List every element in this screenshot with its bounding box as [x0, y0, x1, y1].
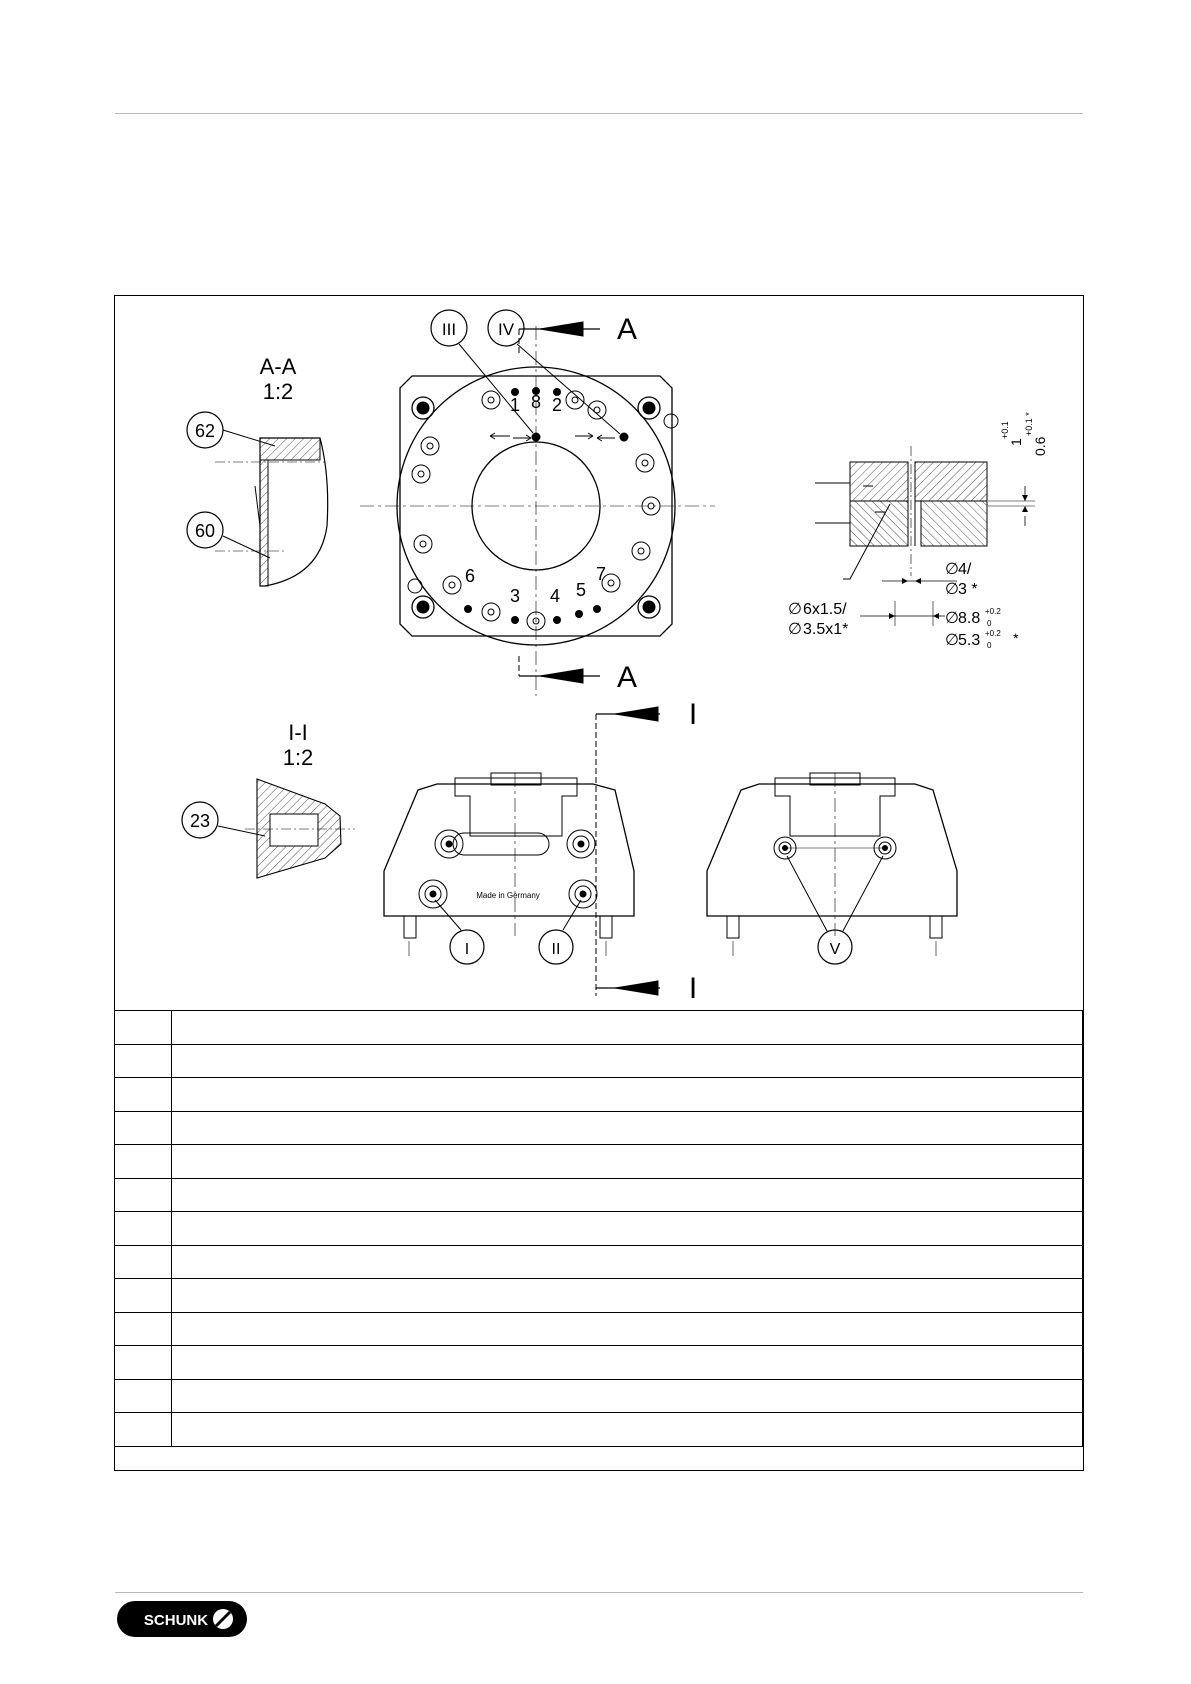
detail-iii-label: III — [441, 320, 457, 339]
section-ii-view — [182, 720, 355, 878]
schunk-logo — [116, 1600, 248, 1638]
table-cell-number — [115, 1078, 172, 1112]
cut-i-top-label: I — [688, 698, 698, 731]
table-cell-text — [172, 1346, 1083, 1380]
table-cell-text — [172, 1011, 1083, 1045]
table-cell-number — [115, 1379, 172, 1413]
detail-v-label: V — [829, 941, 841, 958]
dim-1-tol: +0.1 — [1000, 421, 1010, 439]
section-aa-title: A-A — [259, 354, 297, 379]
svg-text:∅: ∅ — [945, 632, 959, 649]
table-cell-text — [172, 1245, 1083, 1279]
table-row — [115, 1413, 1083, 1447]
table-row — [115, 1346, 1083, 1380]
detail-ii-label: II — [551, 941, 561, 958]
table-cell-text — [172, 1145, 1083, 1179]
table-row — [115, 1111, 1083, 1145]
dim-6x15-label: 6x1.5/ — [803, 601, 847, 618]
technical-drawing — [115, 296, 1082, 1011]
dim-53-label: 5.3 — [958, 632, 981, 649]
table-cell-text — [172, 1379, 1083, 1413]
top-view — [360, 310, 715, 696]
table-cell-number — [115, 1312, 172, 1346]
cut-i-bottom-label: I — [688, 972, 698, 1005]
dim-06-label: 0.6 — [1032, 436, 1048, 456]
table-row — [115, 1245, 1083, 1279]
table-cell-number — [115, 1011, 172, 1045]
table-cell-number — [115, 1212, 172, 1246]
table-cell-text — [172, 1279, 1083, 1313]
table-cell-text — [172, 1413, 1083, 1447]
dim-53-star: * — [1013, 630, 1019, 646]
table-cell-number — [115, 1413, 172, 1447]
section-ii-title: I-I — [288, 720, 308, 745]
table-cell-text — [172, 1044, 1083, 1078]
table-cell-text — [172, 1111, 1083, 1145]
port-1-label: 1 — [509, 395, 521, 415]
dim-3-label: 3 * — [958, 581, 978, 598]
table-row — [115, 1011, 1083, 1045]
table-cell-number — [115, 1279, 172, 1313]
side-view — [707, 773, 957, 964]
section-aa-scale: 1:2 — [262, 379, 294, 404]
detail-i-label: I — [464, 941, 470, 958]
dim-53-tol: +0.2 — [985, 629, 1001, 638]
table-cell-text — [172, 1212, 1083, 1246]
port-3-label: 3 — [509, 586, 521, 606]
port-6-label: 6 — [464, 566, 476, 586]
svg-text:∅: ∅ — [788, 621, 802, 638]
item-60-label: 60 — [194, 521, 216, 541]
dim-88-tol: +0.2 — [985, 607, 1001, 616]
table-row — [115, 1279, 1083, 1313]
made-in-germany-label: Made in Germany — [476, 891, 540, 900]
section-aa-view — [187, 354, 328, 586]
header-rule — [115, 113, 1083, 114]
svg-text:∅: ∅ — [945, 561, 959, 578]
table-cell-text — [172, 1078, 1083, 1112]
table-row — [115, 1379, 1083, 1413]
table-cell-number — [115, 1245, 172, 1279]
table-cell-text — [172, 1178, 1083, 1212]
front-view — [384, 698, 697, 1005]
dim-88-label: 8.8 — [958, 610, 981, 627]
port-4-label: 4 — [549, 586, 561, 606]
item-23-label: 23 — [189, 811, 211, 831]
cut-a-bottom-label: A — [616, 661, 638, 694]
table-cell-number — [115, 1044, 172, 1078]
dim-88-tol-zero: 0 — [987, 619, 992, 628]
table-cell-text — [172, 1312, 1083, 1346]
brand-name: SCHUNK — [143, 1612, 209, 1629]
table-row — [115, 1178, 1083, 1212]
dim-53-tol-zero: 0 — [987, 641, 992, 650]
table-row — [115, 1212, 1083, 1246]
svg-text:∅: ∅ — [945, 610, 959, 627]
port-detail — [788, 412, 1048, 650]
table-cell-number — [115, 1346, 172, 1380]
footer-rule — [115, 1592, 1083, 1593]
item-table — [114, 1010, 1083, 1447]
port-5-label: 5 — [575, 580, 587, 600]
svg-text:∅: ∅ — [788, 601, 802, 618]
table-row — [115, 1044, 1083, 1078]
table-cell-number — [115, 1145, 172, 1179]
drawing-frame — [114, 295, 1084, 1471]
table-cell-number — [115, 1178, 172, 1212]
section-ii-scale: 1:2 — [282, 745, 314, 770]
table-row — [115, 1078, 1083, 1112]
dim-4-label: 4/ — [958, 561, 972, 578]
port-7-label: 7 — [595, 564, 607, 584]
dim-35x1-label: 3.5x1* — [803, 621, 849, 638]
table-row — [115, 1312, 1083, 1346]
port-8-label: 8 — [530, 392, 542, 412]
table-row — [115, 1145, 1083, 1179]
item-62-label: 62 — [194, 421, 216, 441]
dim-06-tol: +0.1 * — [1024, 412, 1034, 436]
dim-1-label: 1 — [1008, 438, 1024, 446]
svg-text:∅: ∅ — [945, 581, 959, 598]
cut-a-top-label: A — [616, 313, 638, 346]
table-cell-number — [115, 1111, 172, 1145]
detail-iv-label: IV — [497, 320, 515, 339]
port-2-label: 2 — [551, 395, 563, 415]
